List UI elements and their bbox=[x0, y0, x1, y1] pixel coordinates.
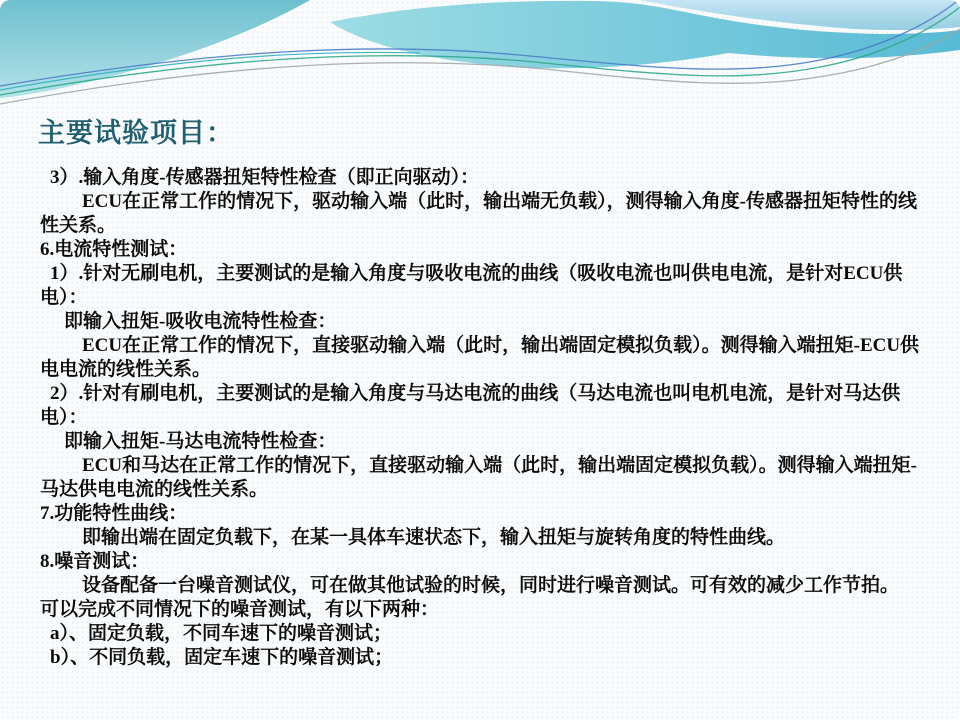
body-line: ECU和马达在正常工作的情况下，直接驱动输入端（此时，输出端固定模拟负载）。测得输入端扭矩- bbox=[82, 455, 917, 476]
wave-sky-right-shape bbox=[640, 0, 960, 30]
accent-line-teal bbox=[0, 52, 420, 90]
body-line: 电）： bbox=[40, 407, 88, 428]
slide-title: 主要试验项目： bbox=[38, 118, 234, 148]
body-line: ECU在正常工作的情况下，驱动输入端（此时，输出端无负载），测得输入角度-传感器扭矩特性的线 bbox=[82, 191, 917, 212]
body-line: 设备配备一台噪音测试仪，可在做其他试验的时候，同时进行噪音测试。可有效的减少工作节拍。 bbox=[82, 575, 900, 596]
body-line: 马达供电电流的线性关系。 bbox=[40, 479, 269, 500]
body-line: 可以完成不同情况下的噪音测试，有以下两种： bbox=[40, 599, 440, 620]
body-line: 即输入扭矩-马达电流特性检查： bbox=[64, 431, 337, 452]
body-line: 电电流的线性关系。 bbox=[40, 359, 212, 380]
body-line: 3）.输入角度-传感器扭矩特性检查（即正向驱动）： bbox=[50, 167, 480, 188]
wave-teal-band-shape bbox=[330, 1, 960, 68]
body-line: 即输出端在固定负载下，在某一具体车速状态下，输入扭矩与旋转角度的特性曲线。 bbox=[82, 527, 786, 548]
body-line: 8.噪音测试： bbox=[40, 551, 150, 572]
body-line: ECU在正常工作的情况下，直接驱动输入端（此时，输出端固定模拟负载）。测得输入端扭矩-ECU供 bbox=[82, 335, 920, 356]
body-line: 电）： bbox=[40, 287, 88, 308]
body-line: 6.电流特性测试： bbox=[40, 239, 188, 260]
wave-teal-left-shape bbox=[0, 0, 310, 98]
accent-line-blue bbox=[0, 2, 956, 86]
accent-line-green bbox=[0, 7, 960, 95]
body-line: a）、固定负载，不同车速下的噪音测试； bbox=[50, 623, 393, 644]
body-line: 性关系。 bbox=[40, 215, 117, 236]
body-line: 1）.针对无刷电机，主要测试的是输入角度与吸收电流的曲线（吸收电流也叫供电电流，是针对ECU供 bbox=[50, 263, 903, 284]
accent-line-gray bbox=[0, 29, 960, 104]
slide-body bbox=[40, 166, 940, 670]
body-line: 2）.针对有刷电机，主要测试的是输入角度与马达电流的曲线（马达电流也叫电机电流，是针对马达供 bbox=[50, 383, 901, 404]
body-line: 7.功能特性曲线： bbox=[40, 503, 188, 524]
body-line: b）、不同负载，固定车速下的噪音测试； bbox=[50, 647, 394, 668]
body-line: 即输入扭矩-吸收电流特性检查： bbox=[64, 311, 337, 332]
